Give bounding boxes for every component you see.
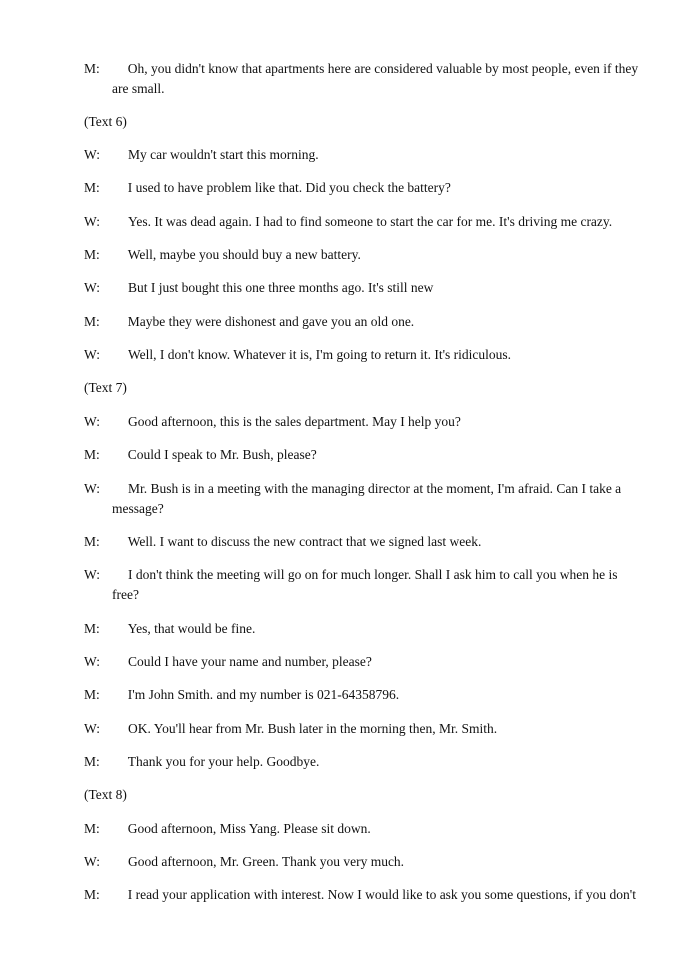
speaker-label: M: [84, 887, 100, 902]
dialogue-line [84, 59, 650, 99]
dialogue-text: Yes. It was dead again. I had to find someone to start the car for me. It's driving me crazy. [128, 214, 613, 229]
dialogue-continuation: message? [112, 501, 164, 516]
dialogue-line [84, 345, 650, 365]
dialogue-line [84, 652, 650, 672]
dialogue-line [84, 479, 650, 519]
dialogue-line [84, 245, 650, 265]
dialogue-line [84, 685, 650, 705]
speaker-label: M: [84, 534, 100, 549]
speaker-label: M: [84, 314, 100, 329]
speaker-label: W: [84, 280, 100, 295]
section-heading [84, 112, 650, 132]
dialogue-text: Could I speak to Mr. Bush, please? [127, 447, 317, 462]
speaker-label: M: [84, 61, 100, 76]
dialogue-text: Oh, you didn't know that apartments here are considered valuable by most people, even if they [127, 61, 639, 76]
dialogue-text: Thank you for your help. Goodbye. [127, 754, 320, 769]
dialogue-text: Well, I don't know. Whatever it is, I'm going to return it. It's ridiculous. [128, 347, 512, 362]
dialogue-text: Maybe they were dishonest and gave you an old one. [127, 314, 415, 329]
dialogue-text: Good afternoon, Miss Yang. Please sit down. [127, 821, 371, 836]
dialogue-text: Good afternoon, this is the sales department. May I help you? [128, 414, 461, 429]
speaker-label: W: [84, 654, 100, 669]
dialogue-text: Yes, that would be fine. [127, 621, 256, 636]
dialogue-line [84, 312, 650, 332]
speaker-label: M: [84, 247, 100, 262]
dialogue-text: Good afternoon, Mr. Green. Thank you very much. [128, 854, 405, 869]
dialogue-text: But I just bought this one three months ago. It's still new [128, 280, 434, 295]
speaker-label: W: [84, 347, 100, 362]
speaker-label: M: [84, 687, 100, 702]
speaker-label: W: [84, 481, 100, 496]
dialogue-line [84, 212, 650, 232]
dialogue-text: I'm John Smith. and my number is 021-64358796. [127, 687, 400, 702]
speaker-label: W: [84, 854, 100, 869]
dialogue-text: I read your application with interest. Now I would like to ask you some questions, if you don't [127, 887, 636, 902]
speaker-label: M: [84, 447, 100, 462]
heading-text: (Text 6) [84, 114, 127, 129]
dialogue-continuation: free? [112, 587, 139, 602]
dialogue-line [84, 145, 650, 165]
speaker-label: W: [84, 147, 100, 162]
speaker-label: W: [84, 214, 100, 229]
dialogue-text: Well. I want to discuss the new contract that we signed last week. [127, 534, 482, 549]
heading-text: (Text 8) [84, 787, 127, 802]
speaker-label: M: [84, 180, 100, 195]
dialogue-continuation: are small. [112, 81, 165, 96]
dialogue-text: Could I have your name and number, please? [128, 654, 372, 669]
dialogue-line [84, 819, 650, 839]
dialogue-line [84, 565, 650, 605]
dialogue-line [84, 619, 650, 639]
section-heading [84, 785, 650, 805]
speaker-label: W: [84, 721, 100, 736]
dialogue-line [84, 752, 650, 772]
dialogue-line [84, 885, 650, 905]
speaker-label: M: [84, 621, 100, 636]
dialogue-line [84, 412, 650, 432]
speaker-label: W: [84, 414, 100, 429]
dialogue-text: Mr. Bush is in a meeting with the managing director at the moment, I'm afraid. Can I take a [128, 481, 622, 496]
dialogue-line [84, 278, 650, 298]
dialogue-line [84, 719, 650, 739]
dialogue-text: I used to have problem like that. Did you check the battery? [127, 180, 451, 195]
speaker-label: W: [84, 567, 100, 582]
dialogue-line [84, 445, 650, 465]
dialogue-line [84, 852, 650, 872]
dialogue-text: OK. You'll hear from Mr. Bush later in the morning then, Mr. Smith. [128, 721, 498, 736]
dialogue-text: Well, maybe you should buy a new battery. [127, 247, 361, 262]
dialogue-line [84, 178, 650, 198]
dialogue-line [84, 532, 650, 552]
dialogue-text: I don't think the meeting will go on for much longer. Shall I ask him to call you when he is [128, 567, 618, 582]
speaker-label: M: [84, 821, 100, 836]
speaker-label: M: [84, 754, 100, 769]
dialogue-text: My car wouldn't start this morning. [128, 147, 319, 162]
heading-text: (Text 7) [84, 380, 127, 395]
section-heading [84, 378, 650, 398]
